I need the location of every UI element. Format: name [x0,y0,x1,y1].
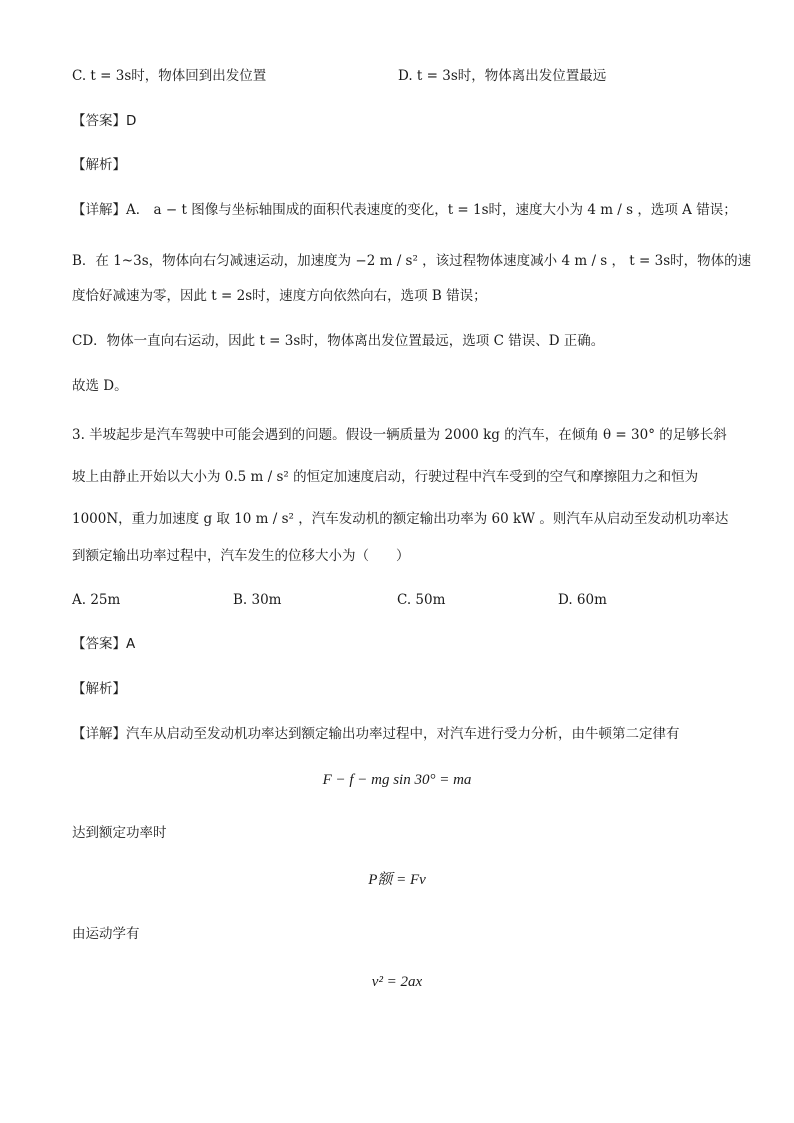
option-c: C. t = 3s时，物体回到出发位置 [72,68,267,84]
equation-power: P额 = Fv [368,872,426,888]
question-stem-line: 1000N，重力加速度 g 取 10 m / s² ，汽车发动机的额定输出功率为 60 kW 。则汽车从启动至发动机功率达 [72,511,729,527]
detail-line: B．在 1~3s，物体向右匀减速运动，加速度为 −2 m / s² ，该过程物体速度减小 4 m / s ， t = 3s时，物体的速 [72,253,752,269]
detail-line: 故选 D。 [72,378,128,394]
answer-label: 【答案】A [72,636,136,652]
option-d: D. t = 3s时，物体离出发位置最远 [398,68,607,84]
option-c: C. 50m [397,592,446,608]
detail-line: 【详解】汽车从启动至发动机功率达到额定输出功率过程中，对汽车进行受力分析，由牛顿第二定律有 [72,726,680,742]
analysis-label: 【解析】 [72,157,126,173]
equation-newton: F − f − mg sin 30° = ma [322,772,472,788]
detail-line: 由运动学有 [72,926,140,942]
question-stem-line: 坡上由静止开始以大小为 0.5 m / s² 的恒定加速度启动，行驶过程中汽车受到的空气和摩擦阻力之和恒为 [72,469,699,485]
question-stem-line: 到额定输出功率过程中，汽车发生的位移大小为（ ） [72,548,410,564]
detail-line: 【详解】A． a − t 图像与坐标轴围成的面积代表速度的变化，t = 1s时，速度大小为 4 m / s ，选项 A 错误； [72,202,737,218]
analysis-label: 【解析】 [72,681,126,697]
detail-line: 达到额定功率时 [72,825,167,841]
option-a: A. 25m [72,592,121,608]
option-d: D. 60m [558,592,607,608]
detail-line: 度恰好减速为零，因此 t = 2s时，速度方向依然向右，选项 B 错误； [72,288,487,304]
equation-kinematics: v² = 2ax [371,974,423,990]
answer-label: 【答案】D [72,113,137,129]
question-stem-line: 3. 半坡起步是汽车驾驶中可能会遇到的问题。假设一辆质量为 2000 kg 的汽车，在倾角 θ = 30° 的足够长斜 [72,427,727,443]
detail-line: CD．物体一直向右运动，因此 t = 3s时，物体离出发位置最远，选项 C 错误、D 正确。 [72,333,605,349]
option-b: B. 30m [233,592,282,608]
